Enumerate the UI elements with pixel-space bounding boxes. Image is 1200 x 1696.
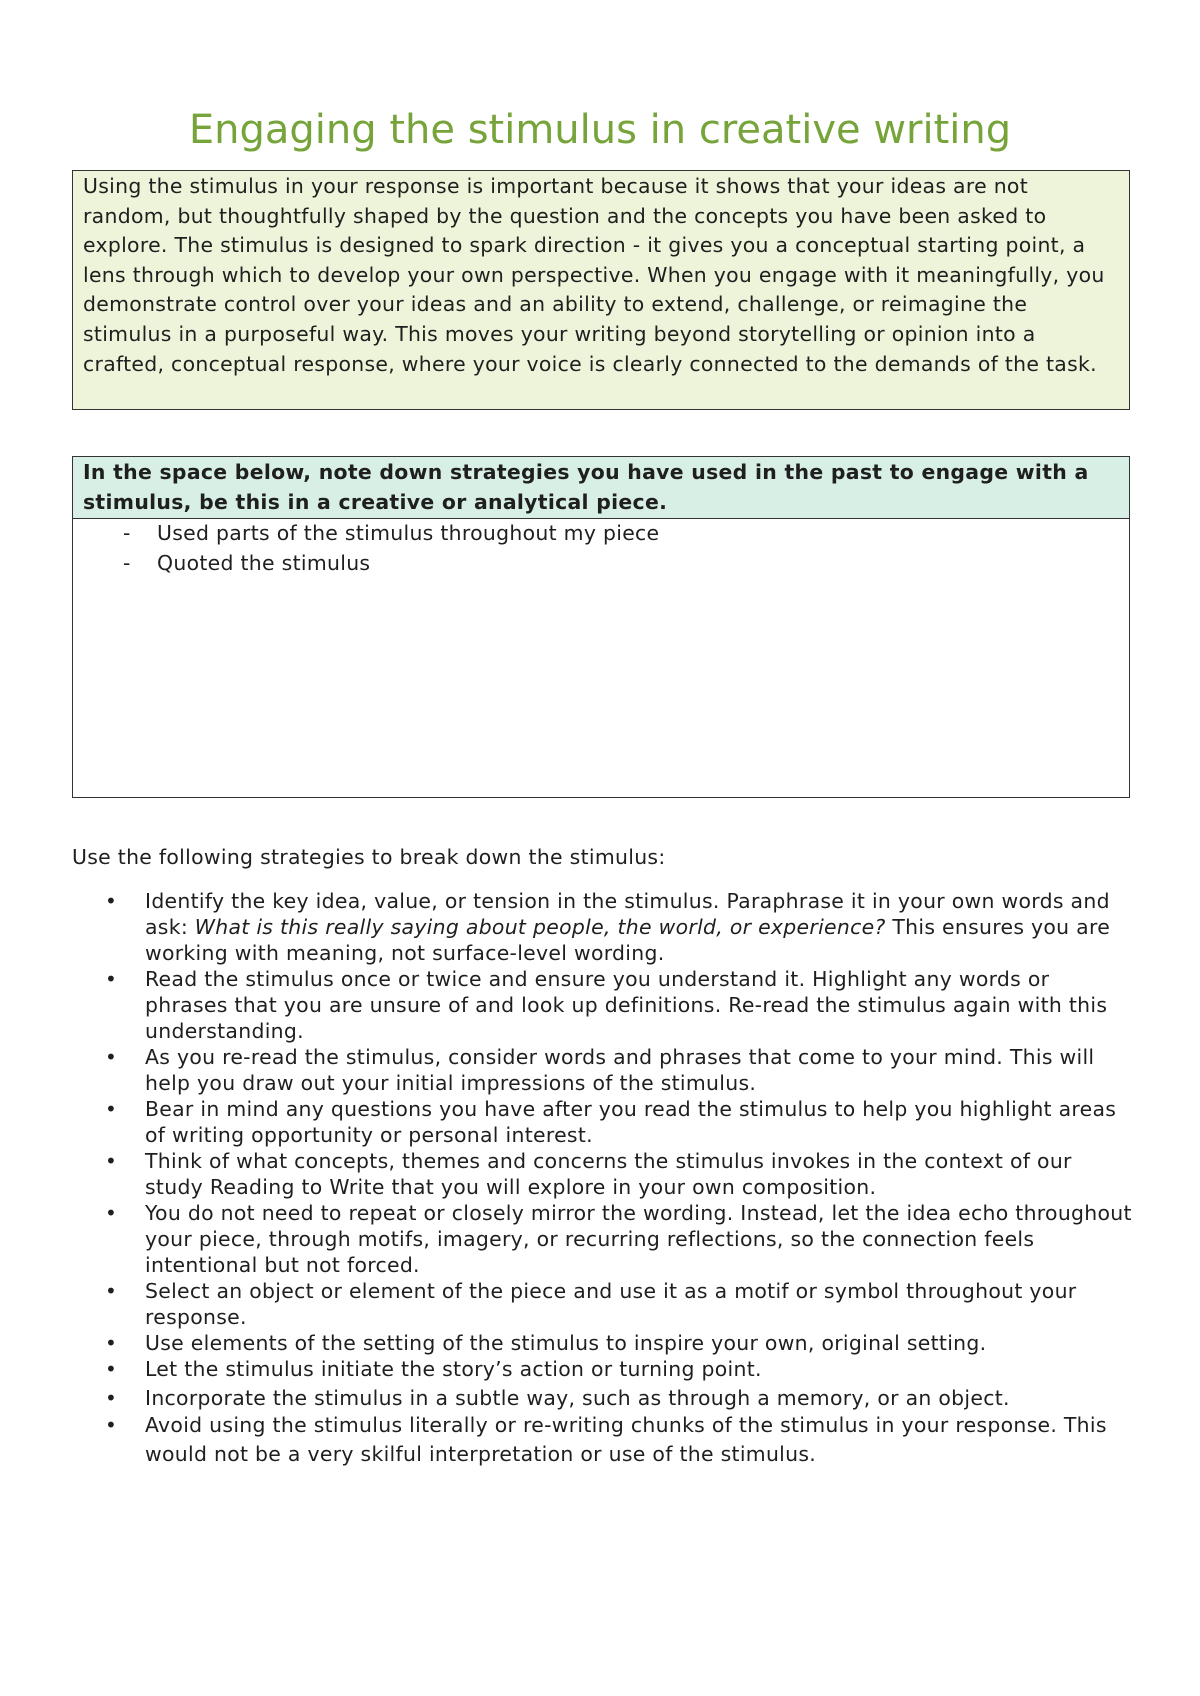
- bullet-icon: •: [105, 889, 118, 913]
- strategy-text: Avoid using the stimulus literally or re-writing chunks of the stimulus in your response. This would not be a very skilful interpretation or use of the stimulus.: [145, 1413, 1107, 1466]
- notes-item-text: Used parts of the stimulus throughout my piece: [157, 521, 660, 545]
- bullet-icon: •: [105, 1413, 118, 1437]
- strategy-item: [72, 1330, 1132, 1356]
- strategy-text: You do not need to repeat or closely mirror the wording. Instead, let the idea echo throughout your piece, through motifs, imagery, or recurring reflections, so the connection feels intentional but not forced.: [145, 1201, 1132, 1277]
- strategy-text: Incorporate the stimulus in a subtle way, such as through a memory, or an object.: [145, 1386, 1010, 1410]
- strategy-text: Use elements of the setting of the stimulus to inspire your own, original setting.: [145, 1331, 987, 1355]
- strategy-text: Read the stimulus once or twice and ensure you understand it. Highlight any words or phrases that you are unsure of and look up definitions. Re-read the stimulus again with this understanding.: [145, 967, 1108, 1043]
- notes-list[interactable]: [73, 519, 1129, 578]
- strategies-lead: Use the following strategies to break down the stimulus:: [72, 845, 666, 869]
- strategy-text: Think of what concepts, themes and concerns the stimulus invokes in the context of our study Reading to Write that you will explore in your own composition.: [145, 1149, 1072, 1199]
- strategy-text: This ensures you are working with meaning, not surface-level wording.: [145, 915, 1111, 965]
- strategy-item: [72, 888, 1132, 966]
- intro-box: Using the stimulus in your response is important because it shows that your ideas are not random, but thoughtfully shaped by the question and the concepts you have been asked to explore. The stimulus is designed to spark direction - it gives you a conceptual starting point, a lens through which to develop your own perspective. When you engage with it meaningfully, you demonstrate control over your ideas and an ability to extend, challenge, or reimagine the stimulus in a purposeful way. This moves your writing beyond storytelling or opinion into a crafted, conceptual response, where your voice is clearly connected to the demands of the task.: [72, 170, 1130, 410]
- page-title: Engaging the stimulus in creative writing: [188, 107, 1012, 153]
- strategy-item: [72, 1200, 1132, 1278]
- strategy-item: [72, 1385, 1132, 1411]
- strategy-text: Select an object or element of the piece and use it as a motif or symbol throughout your response.: [145, 1279, 1077, 1329]
- bullet-icon: •: [105, 1357, 118, 1381]
- strategy-text: Identify the key idea, value, or tension in the stimulus. Paraphrase it in your own words and ask:: [145, 889, 1110, 939]
- bullet-icon: •: [105, 1331, 118, 1355]
- dash-marker: -: [123, 550, 131, 575]
- notes-list-item[interactable]: [123, 549, 1129, 579]
- bullet-icon: •: [105, 1279, 118, 1303]
- strategy-item: [72, 1411, 1132, 1469]
- bullet-icon: •: [105, 967, 118, 991]
- strategy-item: [72, 1044, 1132, 1096]
- strategy-text: Bear in mind any questions you have after you read the stimulus to help you highlight areas of writing opportunity or personal interest.: [145, 1097, 1117, 1147]
- strategies-list: [72, 888, 1132, 1469]
- notes-table: [72, 456, 1130, 798]
- strategy-item: [72, 1278, 1132, 1330]
- bullet-icon: •: [105, 1097, 118, 1121]
- strategy-text: Let the stimulus initiate the story’s action or turning point.: [145, 1357, 762, 1381]
- bullet-icon: •: [105, 1149, 118, 1173]
- bullet-icon: •: [105, 1386, 118, 1410]
- strategy-question: What is this really saying about people, the world, or experience?: [194, 915, 886, 939]
- bullet-icon: •: [105, 1201, 118, 1225]
- strategy-item: [72, 1096, 1132, 1148]
- strategy-text: As you re-read the stimulus, consider words and phrases that come to your mind. This will help you draw out your initial impressions of the stimulus.: [145, 1045, 1095, 1095]
- notes-table-header: In the space below, note down strategies you have used in the past to engage with a stimulus, be this in a creative or analytical piece.: [73, 457, 1129, 519]
- strategy-item: [72, 1148, 1132, 1200]
- strategy-item: [72, 1356, 1132, 1382]
- notes-list-item[interactable]: [123, 519, 1129, 549]
- strategy-item: [72, 966, 1132, 1044]
- dash-marker: -: [123, 521, 131, 545]
- bullet-icon: •: [105, 1045, 118, 1069]
- notes-item-text: Quoted the stimulus: [157, 550, 371, 575]
